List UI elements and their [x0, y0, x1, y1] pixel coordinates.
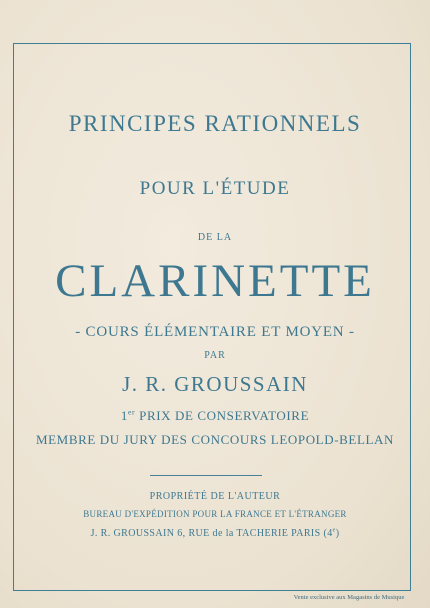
address-end: ) [335, 528, 340, 539]
author-name: J. R. GROUSSAIN [122, 372, 308, 396]
main-title-clarinette: CLARINETTE [55, 255, 375, 307]
address-line [0, 528, 430, 539]
bureau-line: BUREAU D'EXPÉDITION POUR LA FRANCE ET L'ÉTRANGER [83, 509, 347, 519]
prize-ordinal-suffix: er [128, 407, 136, 417]
jury-line: MEMBRE DU JURY DES CONCOURS LEOPOLD-BELLAN [35, 432, 395, 447]
subtitle-cours: - COURS ÉLÉMENTAIRE ET MOYEN - [75, 324, 355, 340]
prize-text: PRIX DE CONSERVATOIRE [135, 408, 310, 423]
by-label: PAR [204, 350, 226, 361]
prize-ordinal: 1 [120, 408, 128, 423]
prize-line [0, 408, 430, 424]
title-line-pour-letude: POUR L'ÉTUDE [139, 178, 291, 199]
title-line-principes: PRINCIPES RATIONNELS [68, 111, 362, 136]
sale-note: Vente exclusive aux Magasins de Musique [293, 594, 405, 601]
address-superscript: e [332, 527, 336, 534]
property-line: PROPRIÉTÉ DE L'AUTEUR [149, 491, 281, 502]
title-line-de-la: DE LA [197, 232, 233, 243]
divider-rule [150, 475, 262, 476]
address-main: J. R. GROUSSAIN 6, RUE de la TACHERIE PARIS (4 [90, 528, 333, 539]
